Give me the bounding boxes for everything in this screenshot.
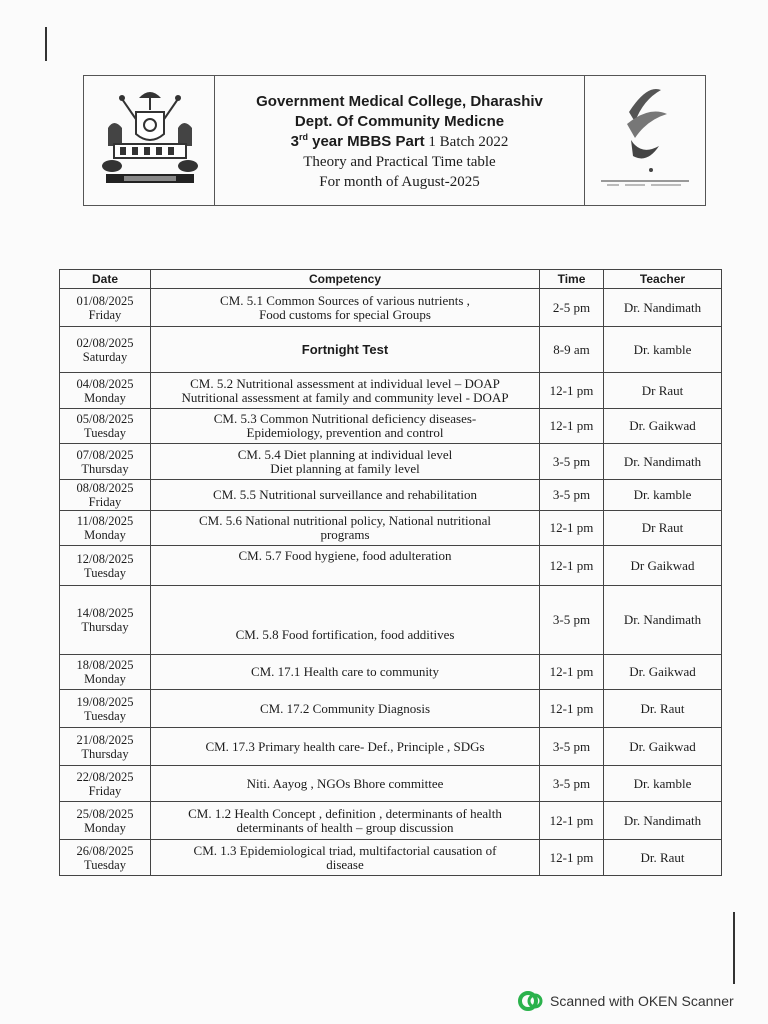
- time-cell: 8-9 am: [540, 327, 604, 373]
- table-row: [60, 327, 722, 373]
- date-cell: 18/08/2025 Monday: [60, 655, 151, 690]
- date-cell: 11/08/2025 Monday: [60, 511, 151, 546]
- date-cell: 21/08/2025 Thursday: [60, 728, 151, 766]
- date-cell: 25/08/2025 Monday: [60, 802, 151, 840]
- table-row: [60, 728, 722, 766]
- table-row: [60, 480, 722, 511]
- table-row: [60, 373, 722, 409]
- scanner-text: Scanned with OKEN Scanner: [550, 993, 734, 1009]
- scanner-watermark: [518, 991, 734, 1011]
- competency-cell: Fortnight Test: [151, 327, 540, 373]
- time-cell: 12-1 pm: [540, 546, 604, 586]
- time-cell: 3-5 pm: [540, 766, 604, 802]
- month-line: For month of August-2025: [319, 174, 480, 190]
- batch-line: 3rd year MBBS Part 1 Batch 2022: [290, 132, 509, 150]
- oken-scanner-icon: [518, 991, 544, 1011]
- teacher-cell: Dr Raut: [604, 373, 722, 409]
- competency-cell: CM. 5.3 Common Nutritional deficiency diseases- Epidemiology, prevention and control: [151, 409, 540, 444]
- competency-cell: CM. 5.5 Nutritional surveillance and rehabilitation: [151, 480, 540, 511]
- competency-cell: CM. 17.2 Community Diagnosis: [151, 690, 540, 728]
- department-name: Dept. Of Community Medicne: [294, 113, 505, 130]
- date-cell: 19/08/2025 Tuesday: [60, 690, 151, 728]
- date-cell: 14/08/2025 Thursday: [60, 586, 151, 655]
- time-cell: 12-1 pm: [540, 655, 604, 690]
- table-header-row: [60, 270, 722, 289]
- table-row: [60, 511, 722, 546]
- table-row: [60, 289, 722, 327]
- table-row: [60, 766, 722, 802]
- header-date: Date: [60, 270, 151, 289]
- teacher-cell: Dr. Gaikwad: [604, 728, 722, 766]
- letterhead-text: [214, 92, 585, 192]
- college-name: Government Medical College, Dharashiv: [256, 93, 543, 110]
- date-cell: 26/08/2025 Tuesday: [60, 840, 151, 876]
- date-cell: 02/08/2025 Saturday: [60, 327, 151, 373]
- competency-cell: CM. 5.1 Common Sources of various nutrients , Food customs for special Groups: [151, 289, 540, 327]
- competency-cell: CM. 5.6 National nutritional policy, National nutritional programs: [151, 511, 540, 546]
- time-cell: 12-1 pm: [540, 409, 604, 444]
- scan-edge-mark: [733, 912, 735, 984]
- header-time: Time: [540, 270, 604, 289]
- date-cell: 08/08/2025 Friday: [60, 480, 151, 511]
- table-row: [60, 802, 722, 840]
- time-cell: 12-1 pm: [540, 690, 604, 728]
- teacher-cell: Dr. Gaikwad: [604, 409, 722, 444]
- teacher-cell: Dr. Gaikwad: [604, 655, 722, 690]
- competency-cell: CM. 17.1 Health care to community: [151, 655, 540, 690]
- teacher-cell: Dr. Nandimath: [604, 586, 722, 655]
- header-competency: Competency: [151, 270, 540, 289]
- time-cell: 3-5 pm: [540, 586, 604, 655]
- teacher-cell: Dr. Raut: [604, 840, 722, 876]
- teacher-cell: Dr. kamble: [604, 327, 722, 373]
- date-cell: 12/08/2025 Tuesday: [60, 546, 151, 586]
- table-row: [60, 655, 722, 690]
- time-cell: 3-5 pm: [540, 728, 604, 766]
- competency-cell: Niti. Aayog , NGOs Bhore committee: [151, 766, 540, 802]
- letterhead: [83, 75, 706, 206]
- scan-edge-mark: [45, 27, 47, 61]
- header-teacher: Teacher: [604, 270, 722, 289]
- timetable: [59, 269, 722, 876]
- time-cell: 3-5 pm: [540, 480, 604, 511]
- table-row: [60, 840, 722, 876]
- teacher-cell: Dr. kamble: [604, 766, 722, 802]
- date-cell: 07/08/2025 Thursday: [60, 444, 151, 480]
- date-cell: 22/08/2025 Friday: [60, 766, 151, 802]
- competency-cell: CM. 5.7 Food hygiene, food adulteration: [151, 546, 540, 586]
- time-cell: 3-5 pm: [540, 444, 604, 480]
- table-row: [60, 546, 722, 586]
- teacher-cell: Dr. Nandimath: [604, 802, 722, 840]
- time-cell: 12-1 pm: [540, 802, 604, 840]
- date-cell: 05/08/2025 Tuesday: [60, 409, 151, 444]
- health-logo-icon: [585, 76, 705, 205]
- table-row: [60, 409, 722, 444]
- date-cell: 01/08/2025 Friday: [60, 289, 151, 327]
- state-logo-cell: [584, 76, 705, 205]
- table-row: [60, 586, 722, 655]
- competency-cell: CM. 5.2 Nutritional assessment at individual level – DOAP Nutritional assessment at family and community level - DOAP: [151, 373, 540, 409]
- time-cell: 12-1 pm: [540, 373, 604, 409]
- competency-cell: CM. 17.3 Primary health care- Def., Principle , SDGs: [151, 728, 540, 766]
- teacher-cell: Dr. Nandimath: [604, 289, 722, 327]
- college-emblem-icon: [84, 76, 214, 205]
- teacher-cell: Dr Raut: [604, 511, 722, 546]
- competency-cell: CM. 1.2 Health Concept , definition , determinants of health determinants of health – group discussion: [151, 802, 540, 840]
- time-cell: 12-1 pm: [540, 840, 604, 876]
- table-row: [60, 690, 722, 728]
- time-cell: 12-1 pm: [540, 511, 604, 546]
- competency-cell: CM. 5.4 Diet planning at individual level Diet planning at family level: [151, 444, 540, 480]
- teacher-cell: Dr. kamble: [604, 480, 722, 511]
- time-cell: 2-5 pm: [540, 289, 604, 327]
- timetable-title: Theory and Practical Time table: [303, 154, 496, 170]
- teacher-cell: Dr Gaikwad: [604, 546, 722, 586]
- college-emblem-cell: [84, 76, 215, 205]
- competency-cell: CM. 1.3 Epidemiological triad, multifactorial causation of disease: [151, 840, 540, 876]
- date-cell: 04/08/2025 Monday: [60, 373, 151, 409]
- table-row: [60, 444, 722, 480]
- competency-cell: CM. 5.8 Food fortification, food additives: [151, 586, 540, 655]
- teacher-cell: Dr. Raut: [604, 690, 722, 728]
- teacher-cell: Dr. Nandimath: [604, 444, 722, 480]
